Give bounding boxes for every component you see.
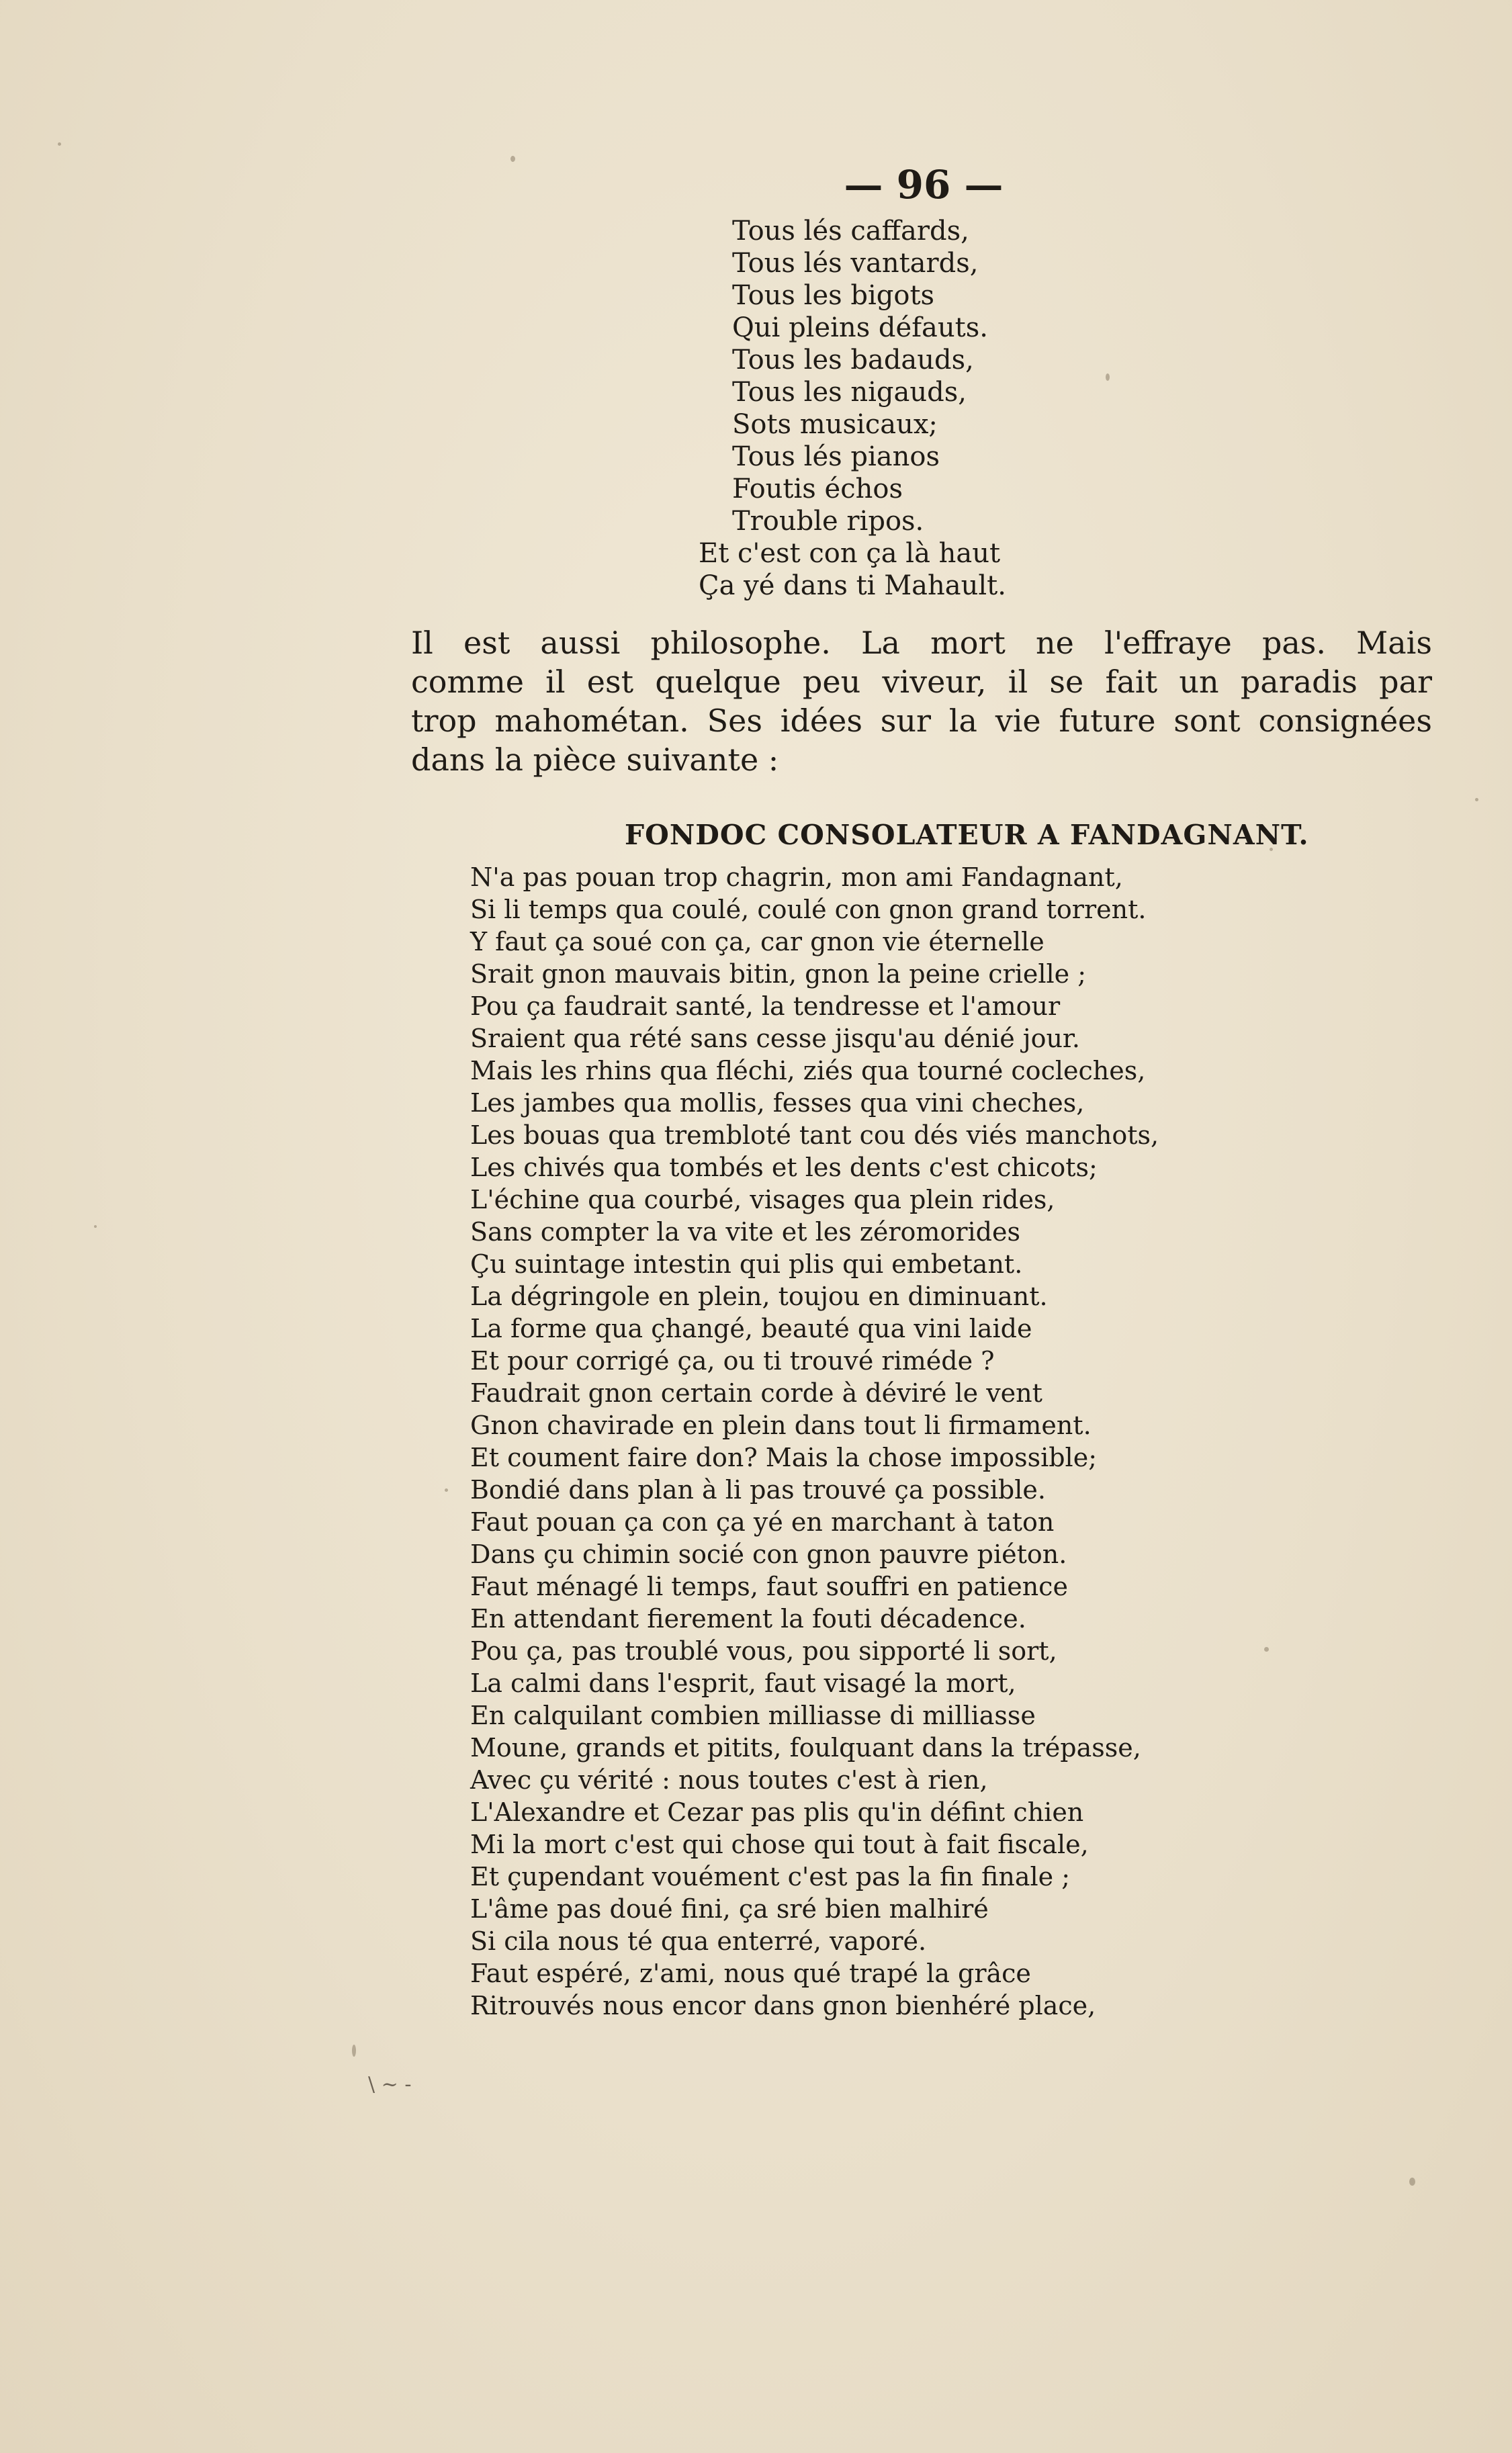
paper-speck xyxy=(58,142,61,146)
verse-line: Sans compter la va vite et les zéromorides xyxy=(470,1217,1020,1247)
verse-line: La dégringole en plein, toujou en diminuant. xyxy=(470,1282,1048,1311)
verse-line: Sraient qua rété sans cesse jisqu'au dénié jour. xyxy=(470,1024,1080,1053)
verse-line: Y faut ça soué con ça, car gnon vie éternelle xyxy=(470,927,1044,956)
paper-speck xyxy=(1475,798,1478,801)
verse-line: Pou ça faudrait santé, la tendresse et l'amour xyxy=(470,991,1061,1021)
verse-line: Avec çu vérité : nous toutes c'est à rien, xyxy=(470,1765,988,1795)
verse-stanza-1 xyxy=(699,215,1006,602)
verse-line: L'Alexandre et Cezar pas plis qu'in défint chien xyxy=(470,1797,1084,1827)
verse-line: Faut espéré, z'ami, nous qué trapé la grâce xyxy=(470,1959,1031,1988)
verse-line: Gnon chavirade en plein dans tout li firmament. xyxy=(470,1411,1092,1440)
verse-line: Trouble ripos. xyxy=(732,506,924,537)
verse-line: Dans çu chimin socié con gnon pauvre piéton. xyxy=(470,1540,1067,1569)
verse-line: Tous les bigots xyxy=(732,280,935,311)
paper-speck xyxy=(1106,373,1110,381)
verse-line: Mais les rhins qua fléchi, ziés qua tourné cocleches, xyxy=(470,1056,1146,1085)
page-number: — 96 — xyxy=(844,162,1004,208)
prose-line: Il est aussi philosophe. La mort ne l'effraye pas. Mais xyxy=(411,625,1432,661)
verse-line: La calmi dans l'esprit, faut visagé la mort, xyxy=(470,1668,1016,1698)
verse-line: L'échine qua courbé, visages qua plein rides, xyxy=(470,1185,1055,1214)
paper-speck xyxy=(1409,2178,1415,2186)
poem-title: FONDOC CONSOLATEUR A FANDAGNANT. xyxy=(625,819,1309,851)
verse-line: Faudrait gnon certain corde à déviré le vent xyxy=(470,1378,1042,1408)
verse-line: Les bouas qua trembloté tant cou dés viés manchots, xyxy=(470,1120,1159,1150)
verse-line: L'âme pas doué fini, ça sré bien malhiré xyxy=(470,1894,989,1924)
paper-speck xyxy=(94,1225,97,1228)
verse-line: Faut ménagé li temps, faut souffri en patience xyxy=(470,1572,1068,1601)
verse-line: Les chivés qua tombés et les dents c'est chicots; xyxy=(470,1153,1098,1182)
verse-line: Foutis échos xyxy=(732,474,903,504)
verse-line: Ça yé dans ti Mahault. xyxy=(699,570,1006,601)
verse-line: Moune, grands et pitits, foulquant dans la trépasse, xyxy=(470,1733,1141,1763)
verse-line: Ritrouvés nous encor dans gnon bienhéré place, xyxy=(470,1991,1096,2020)
verse-line: Srait gnon mauvais bitin, gnon la peine crielle ; xyxy=(470,959,1087,989)
verse-line: Et çupendant vouément c'est pas la fin finale ; xyxy=(470,1862,1070,1891)
margin-mark: \ ~ - xyxy=(368,2073,412,2096)
paper-speck xyxy=(352,2045,356,2057)
paper-speck xyxy=(510,156,515,162)
verse-line: Les jambes qua mollis, fesses qua vini cheches, xyxy=(470,1088,1085,1118)
prose-paragraph xyxy=(411,623,1432,779)
verse-line: Si cila nous té qua enterré, vaporé. xyxy=(470,1926,927,1956)
paper-speck xyxy=(1264,1647,1269,1652)
verse-line: Si li temps qua coulé, coulé con gnon grand torrent. xyxy=(470,895,1147,924)
verse-line: Tous lés caffards, xyxy=(732,216,969,247)
verse-line: Et coument faire don? Mais la chose impossible; xyxy=(470,1443,1098,1472)
verse-line: Mi la mort c'est qui chose qui tout à fait fiscale, xyxy=(470,1830,1089,1859)
verse-line: Çu suintage intestin qui plis qui embetant. xyxy=(470,1249,1023,1279)
verse-line: Faut pouan ça con ça yé en marchant à taton xyxy=(470,1507,1055,1537)
prose-line: dans la pièce suivante : xyxy=(411,742,779,778)
verse-line: Sots musicaux; xyxy=(732,409,938,440)
verse-line: Tous lés pianos xyxy=(732,441,940,472)
verse-line: Tous les nigauds, xyxy=(732,377,967,408)
paper-speck xyxy=(445,1488,448,1492)
verse-line: N'a pas pouan trop chagrin, mon ami Fandagnant, xyxy=(470,862,1123,892)
verse-stanza-2 xyxy=(470,861,1159,2022)
verse-line: Et pour corrigé ça, ou ti trouvé riméde ? xyxy=(470,1346,995,1376)
verse-line: En calquilant combien milliasse di milliasse xyxy=(470,1701,1036,1730)
verse-line: La forme qua çhangé, beauté qua vini laide xyxy=(470,1314,1032,1343)
prose-line: trop mahométan. Ses idées sur la vie future sont consignées xyxy=(411,703,1432,739)
verse-line: Pou ça, pas troublé vous, pou sipporté li sort, xyxy=(470,1636,1057,1666)
verse-line: En attendant fierement la fouti décadence. xyxy=(470,1604,1026,1634)
verse-line: Tous lés vantards, xyxy=(732,248,979,279)
verse-line: Tous les badauds, xyxy=(732,345,974,375)
prose-line: comme il est quelque peu viveur, il se fait un paradis par xyxy=(411,664,1432,700)
verse-line: Qui pleins défauts. xyxy=(732,312,988,343)
verse-line: Bondié dans plan à li pas trouvé ça possible. xyxy=(470,1475,1046,1505)
verse-line: Et c'est con ça là haut xyxy=(699,538,1001,569)
